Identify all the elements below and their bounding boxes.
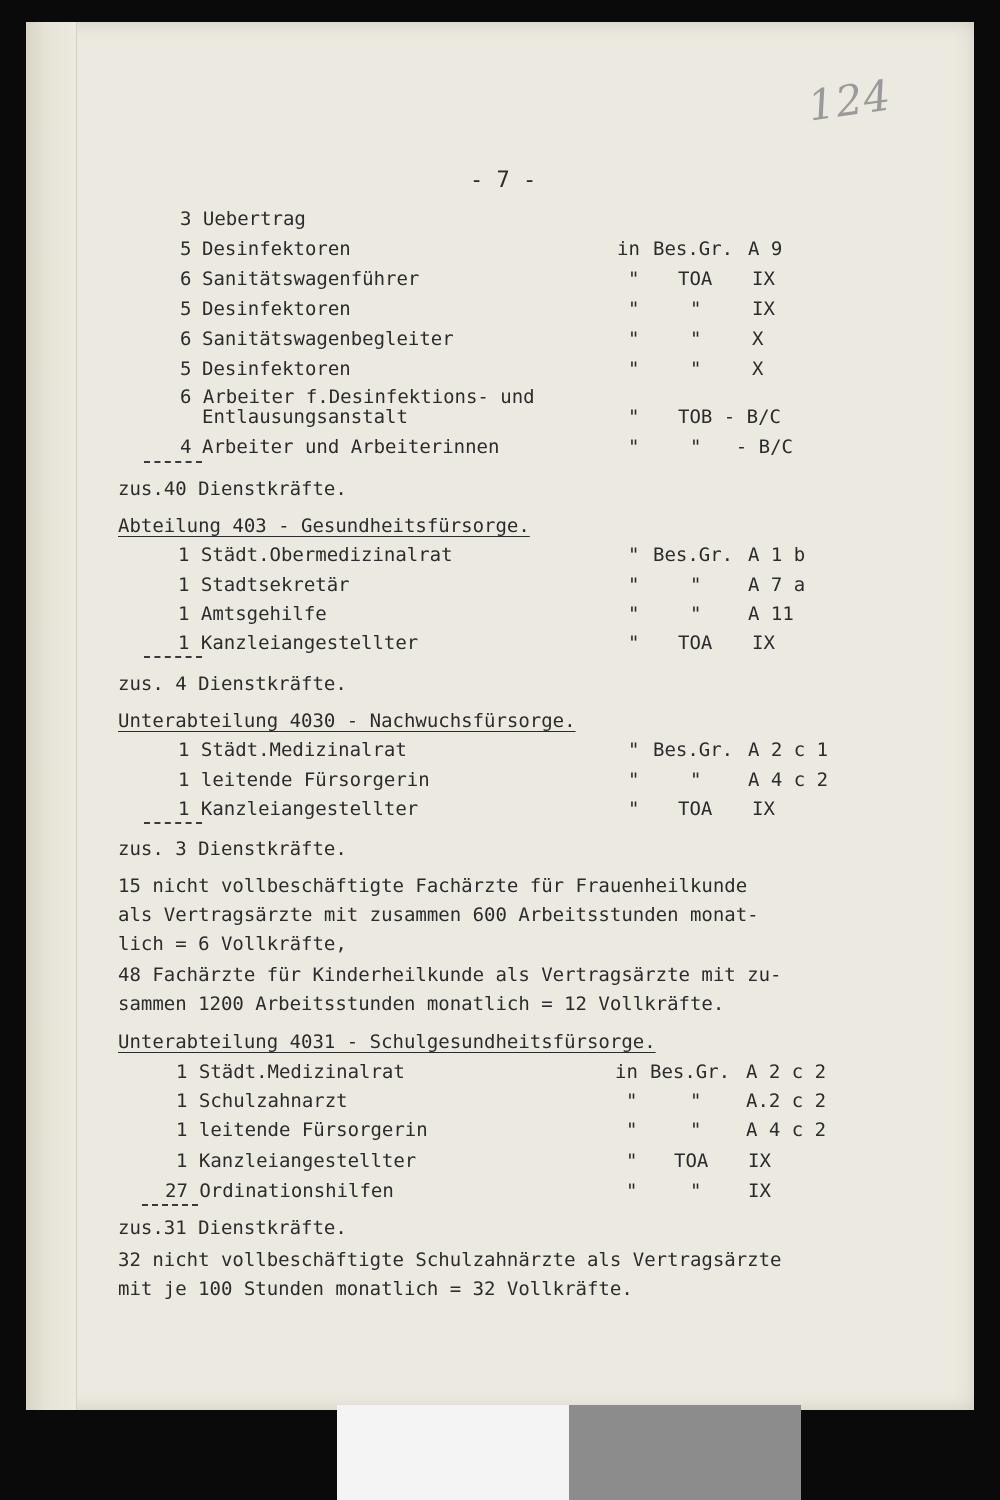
- pay-prefix: ": [628, 406, 640, 428]
- staff-line: 1 leitende Fürsorgerin: [176, 1119, 428, 1141]
- staff-line: 1 Städt.Medizinalrat: [176, 1061, 405, 1083]
- scan-reference-grey-card: [569, 1405, 801, 1500]
- pay-grade: X: [752, 358, 764, 380]
- staff-line: 1 Städt.Obermedizinalrat: [178, 544, 453, 566]
- paragraph-line: sammen 1200 Arbeitsstunden monatlich = 12 Vollkräfte.: [118, 993, 725, 1015]
- pay-group: ": [690, 574, 702, 596]
- pay-group: ": [690, 298, 702, 320]
- paragraph-line: 48 Fachärzte für Kinderheilkunde als Vertragsärzte mit zu-: [118, 964, 782, 986]
- pay-prefix: ": [626, 1119, 638, 1141]
- pay-grade: A 9: [748, 238, 783, 260]
- section-total: zus.40 Dienstkräfte.: [118, 478, 347, 500]
- staff-line: 1 Kanzleiangestellter: [178, 632, 419, 654]
- pay-group: Bes.Gr.: [653, 238, 734, 260]
- pay-group: " - B/C: [690, 436, 793, 458]
- pay-group: ": [690, 1119, 702, 1141]
- pay-group: Bes.Gr.: [650, 1061, 731, 1083]
- staff-title: Arbeiter und Arbeiterinnen: [202, 436, 500, 458]
- subtotal-dash-line: [144, 822, 202, 824]
- binding-edge: [26, 22, 77, 1410]
- pay-grade: A 2 c 2: [746, 1061, 827, 1083]
- pay-grade: A 7 a: [748, 574, 806, 596]
- pay-grade: X: [752, 328, 764, 350]
- staff-line: 1 Stadtsekretär: [178, 574, 350, 596]
- staff-line: 1 leitende Fürsorgerin: [178, 769, 430, 791]
- staff-title-line2: Entlausungsanstalt: [202, 406, 408, 428]
- pay-grade: A 11: [748, 603, 794, 625]
- subtotal-dash-line: [142, 1204, 198, 1206]
- pay-group: Bes.Gr.: [653, 739, 734, 761]
- pay-group: TOB - B/C: [678, 406, 781, 428]
- pay-prefix: ": [628, 358, 640, 380]
- pay-prefix: ": [628, 436, 640, 458]
- pay-group: ": [690, 1090, 702, 1112]
- pay-group: ": [690, 358, 702, 380]
- pay-grade: IX: [752, 268, 775, 290]
- pay-group: Bes.Gr.: [653, 544, 734, 566]
- section-total: zus. 3 Dienstkräfte.: [118, 838, 347, 860]
- pay-prefix: in: [617, 238, 640, 260]
- pay-group: TOA: [678, 798, 713, 820]
- staff-line: 1 Kanzleiangestellter: [176, 1150, 417, 1172]
- pay-prefix: ": [628, 798, 640, 820]
- staff-count: 4: [180, 436, 192, 458]
- section-heading: Abteilung 403 - Gesundheitsfürsorge.: [118, 515, 530, 537]
- staff-title: Desinfektoren: [202, 298, 351, 320]
- handwritten-folio-number: 124: [804, 70, 895, 131]
- subtotal-dash-line: [144, 461, 202, 463]
- pay-prefix: in: [615, 1061, 638, 1083]
- pay-prefix: ": [626, 1180, 638, 1202]
- page-number: - 7 -: [470, 168, 537, 193]
- pay-grade: A 4 c 2: [748, 769, 829, 791]
- pay-group: ": [690, 603, 702, 625]
- paragraph-line: 15 nicht vollbeschäftigte Fachärzte für Frauenheilkunde: [118, 875, 748, 897]
- pay-prefix: ": [628, 632, 640, 654]
- section-total: zus. 4 Dienstkräfte.: [118, 673, 347, 695]
- pay-group: ": [690, 1180, 702, 1202]
- pay-group: ": [690, 328, 702, 350]
- pay-group: TOA: [674, 1150, 709, 1172]
- section-heading: Unterabteilung 4030 - Nachwuchsfürsorge.: [118, 710, 576, 732]
- paragraph-line: lich = 6 Vollkräfte,: [118, 933, 347, 955]
- pay-prefix: ": [628, 544, 640, 566]
- pay-grade: IX: [752, 632, 775, 654]
- staff-line: 1 Kanzleiangestellter: [178, 798, 419, 820]
- staff-count: 5: [180, 358, 192, 380]
- section-heading: Unterabteilung 4031 - Schulgesundheitsfürsorge.: [118, 1031, 656, 1053]
- pay-prefix: ": [626, 1150, 638, 1172]
- staff-title: Desinfektoren: [202, 238, 351, 260]
- pay-group: TOA: [678, 632, 713, 654]
- subtotal-dash-line: [144, 656, 202, 658]
- pay-grade: A.2 c 2: [746, 1090, 827, 1112]
- staff-count: 5: [180, 298, 192, 320]
- pay-grade: IX: [748, 1180, 771, 1202]
- pay-grade: A 1 b: [748, 544, 806, 566]
- paragraph-line: mit je 100 Stunden monatlich = 32 Vollkräfte.: [118, 1278, 633, 1300]
- pay-prefix: ": [628, 268, 640, 290]
- pay-grade: IX: [752, 798, 775, 820]
- pay-prefix: ": [628, 603, 640, 625]
- staff-count: 6: [180, 328, 192, 350]
- pay-prefix: ": [628, 328, 640, 350]
- staff-title: Sanitätswagenbegleiter: [202, 328, 454, 350]
- pay-grade: A 4 c 2: [746, 1119, 827, 1141]
- pay-prefix: ": [628, 739, 640, 761]
- staff-line: 27 Ordinationshilfen: [165, 1180, 394, 1202]
- pay-prefix: ": [628, 574, 640, 596]
- carry-over-line: 3 Uebertrag: [180, 208, 306, 230]
- pay-grade: IX: [752, 298, 775, 320]
- staff-count: 6: [180, 268, 192, 290]
- staff-line: 1 Schulzahnarzt: [176, 1090, 348, 1112]
- scan-reference-white-card: [337, 1405, 569, 1500]
- staff-title: Sanitätswagenführer: [202, 268, 420, 290]
- staff-line: 1 Städt.Medizinalrat: [178, 739, 407, 761]
- staff-count: 5: [180, 238, 192, 260]
- pay-group: ": [690, 769, 702, 791]
- pay-prefix: ": [626, 1090, 638, 1112]
- paragraph-line: als Vertragsärzte mit zusammen 600 Arbeitsstunden monat-: [118, 904, 759, 926]
- staff-line: 1 Amtsgehilfe: [178, 603, 327, 625]
- pay-prefix: ": [628, 769, 640, 791]
- paragraph-line: 32 nicht vollbeschäftigte Schulzahnärzte als Vertragsärzte: [118, 1249, 782, 1271]
- pay-prefix: ": [628, 298, 640, 320]
- staff-title-line1: 6 Arbeiter f.Desinfektions- und: [180, 386, 535, 408]
- pay-grade: A 2 c 1: [748, 739, 829, 761]
- staff-title: Desinfektoren: [202, 358, 351, 380]
- pay-grade: IX: [748, 1150, 771, 1172]
- section-total: zus.31 Dienstkräfte.: [118, 1217, 347, 1239]
- pay-group: TOA: [678, 268, 713, 290]
